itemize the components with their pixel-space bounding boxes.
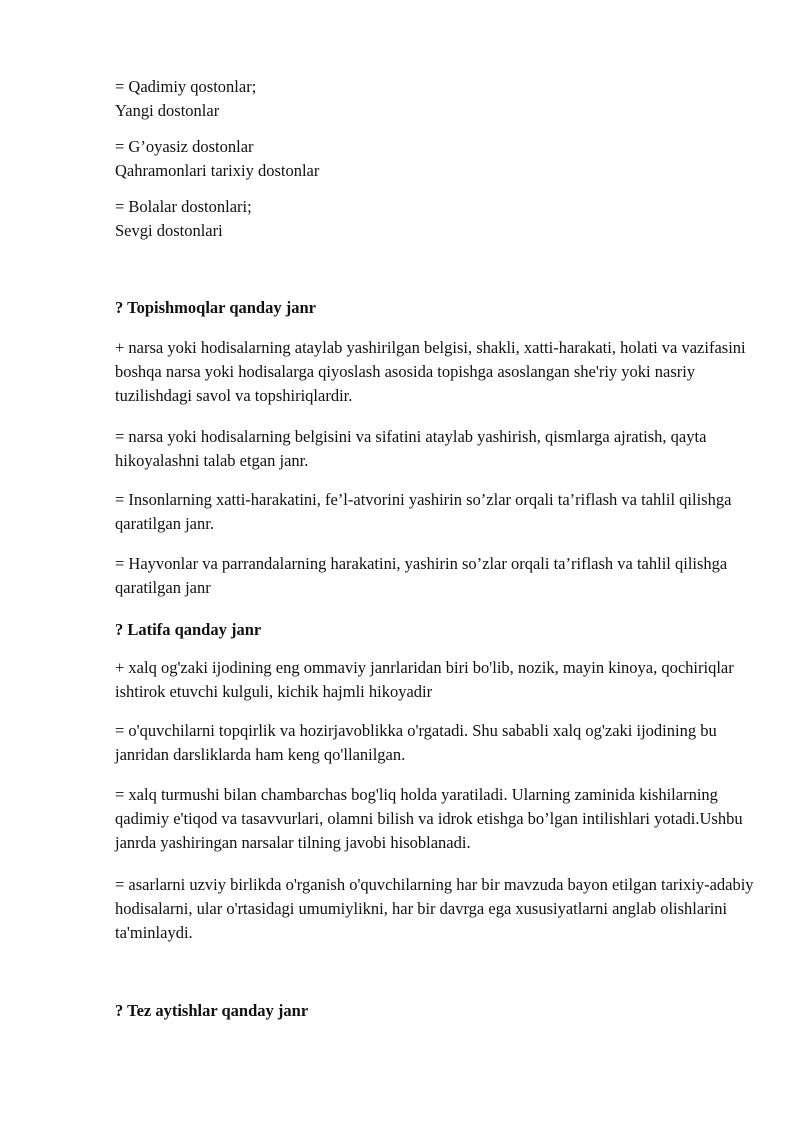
answer-option: = Hayvonlar va parrandalarning harakatini, yashirin so’zlar orqali ta’riflash va tahlil qilishga qaratilgan janr (115, 554, 728, 597)
answer-option (115, 75, 755, 123)
answer-option (115, 195, 755, 243)
question-heading: ? Tez aytishlar qanday janr (115, 1001, 309, 1020)
answer-option: = asarlarni uzviy birlikda o'rganish o'quvchilarning har bir mavzuda bayon etilgan tarixiy-adabiy hodisalarni, ular o'rtasidagi umumiylikni, har bir davrga ega xususiyatlarni anglab olishlarini ta'minlaydi. (115, 875, 754, 942)
answer-line: Sevgi dostonlari (115, 221, 223, 240)
answer-line: = Bolalar dostonlari; (115, 197, 252, 216)
question-heading: ? Latifa qanday janr (115, 620, 262, 639)
answer-option: = xalq turmushi bilan chambarchas bog'liq holda yaratiladi. Ularning zaminida kishilarning qadimiy e'tiqod va tasavvurlari, olamni bilish va idrok etishga bo’lgan intilishlari yotadi.Ushbu janrda yashiringan narsalar tilning javobi hisoblanadi. (115, 785, 743, 852)
answer-option (115, 135, 755, 183)
answer-option: = Insonlarning xatti-harakatini, fe’l-atvorini yashirin so’zlar orqali ta’riflash va tahlil qilishga qaratilgan janr. (115, 490, 732, 533)
answer-option: + narsa yoki hodisalarning ataylab yashirilgan belgisi, shakli, xatti-harakati, holati va vazifasini boshqa narsa yoki hodisalarga qiyoslash asosida topishga asoslangan she'riy yoki nasriy tuzilishdagi savol va topshiriqlardir. (115, 338, 746, 405)
answer-line: = Qadimiy qostonlar; (115, 77, 257, 96)
answer-option: + xalq og'zaki ijodining eng ommaviy janrlaridan biri bo'lib, nozik, mayin kinoya, qochiriqlar ishtirok etuvchi kulguli, kichik hajmli hikoyadir (115, 658, 734, 701)
answer-line: Yangi dostonlar (115, 101, 220, 120)
answer-line: Qahramonlari tarixiy dostonlar (115, 161, 320, 180)
answer-option: = o'quvchilarni topqirlik va hozirjavoblikka o'rgatadi. Shu sababli xalq og'zaki ijodining bu janridan darsliklarda ham keng qo'llanilgan. (115, 721, 717, 764)
answer-line: = G’oyasiz dostonlar (115, 137, 254, 156)
question-heading: ? Topishmoqlar qanday janr (115, 298, 316, 317)
answer-option: = narsa yoki hodisalarning belgisini va sifatini ataylab yashirish, qismlarga ajratish, qayta hikoyalashni talab etgan janr. (115, 427, 707, 470)
